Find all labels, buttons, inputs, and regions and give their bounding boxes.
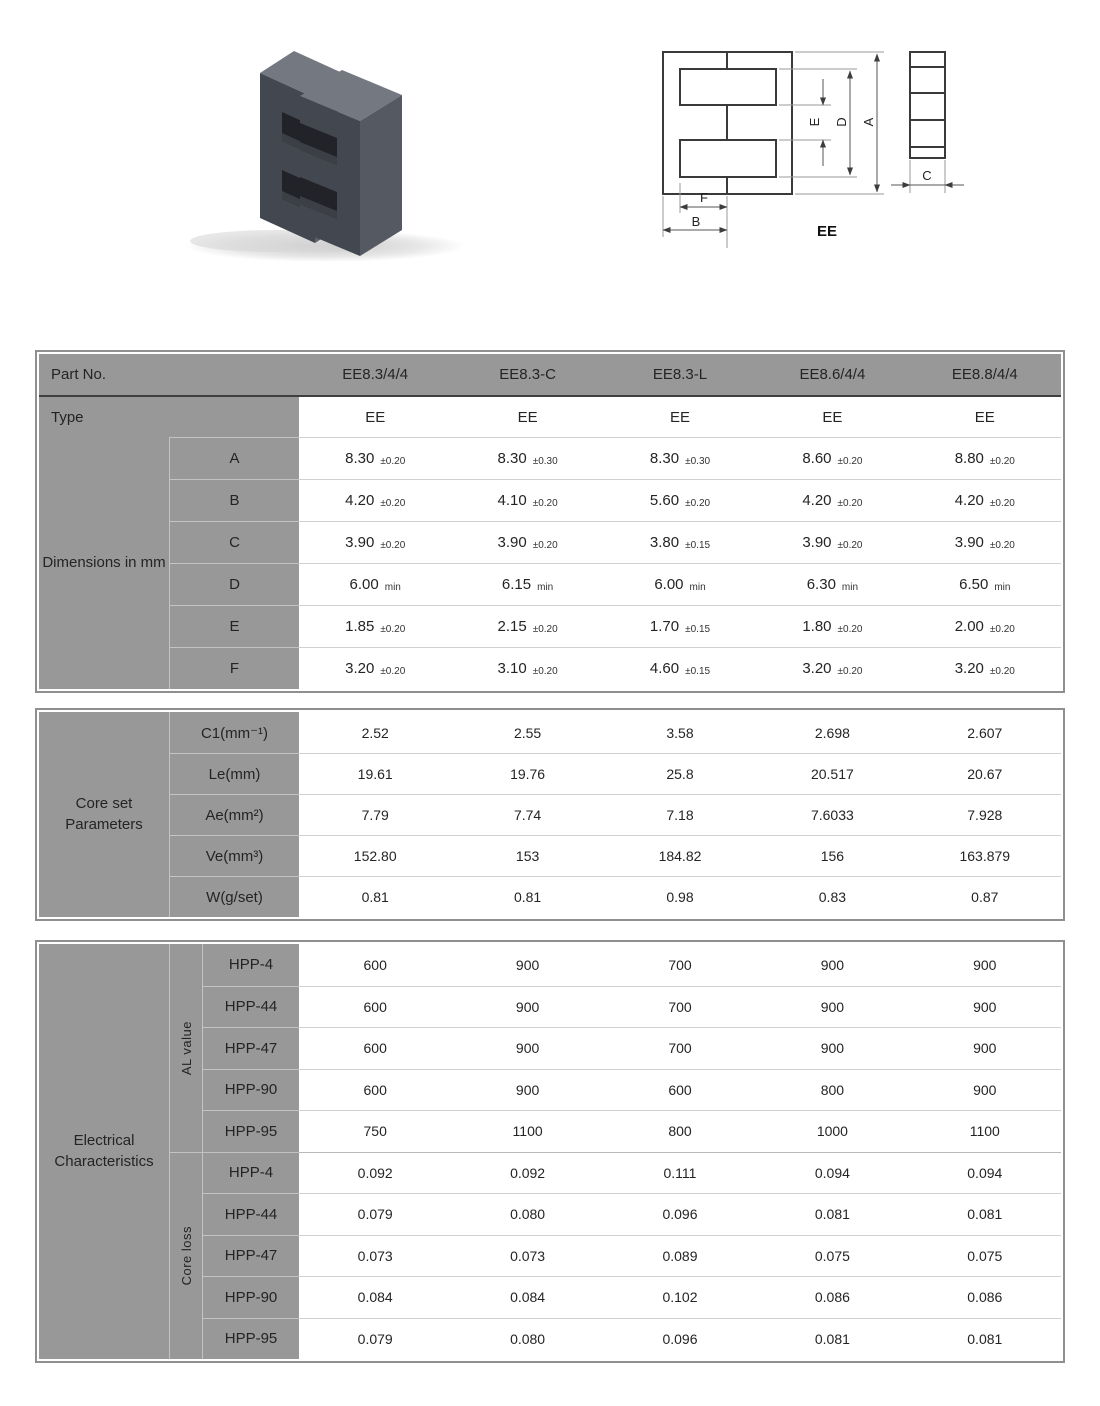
material-label: HPP-90 — [202, 1069, 299, 1111]
al-value: 700 — [604, 1027, 756, 1069]
dimension-value: 4.60 ±0.15 — [604, 647, 756, 689]
core-loss-value: 0.092 — [299, 1152, 451, 1194]
type-value: EE — [974, 408, 995, 426]
dimension-value: 4.10 ±0.20 — [451, 479, 603, 521]
parameter-value: 184.82 — [604, 835, 756, 876]
dimension-value: 6.00 min — [299, 563, 451, 605]
dimension-value: 8.60 ±0.20 — [756, 437, 908, 479]
parameter-value: 0.83 — [756, 876, 908, 917]
dimension-value: 8.30 ±0.30 — [604, 437, 756, 479]
material-label: HPP-47 — [202, 1027, 299, 1069]
core-set-group-label: Core set Parameters — [39, 712, 169, 917]
al-value: 800 — [604, 1110, 756, 1152]
side-view — [910, 52, 945, 158]
dimension-value: 3.90 ±0.20 — [451, 521, 603, 563]
parameter-value: 2.55 — [513, 724, 542, 741]
core-loss-value: 0.086 — [909, 1276, 1061, 1318]
al-value: 600 — [299, 1069, 451, 1111]
dimension-value: 3.90 ±0.20 — [909, 521, 1061, 563]
dimension-value: 3.90 ±0.20 — [756, 521, 908, 563]
core-loss-value: 0.081 — [756, 1318, 908, 1360]
parameter-value: 19.76 — [451, 753, 603, 794]
dim-label-a: A — [861, 117, 876, 127]
parameter-value: 153 — [451, 835, 603, 876]
al-value: 700 — [668, 956, 692, 973]
core-loss-value: 0.094 — [909, 1152, 1061, 1194]
dimension-value: 8.80 ±0.20 — [909, 437, 1061, 479]
core-loss-value: 0.092 — [451, 1152, 603, 1194]
parameter-label: Ae(mm²) — [169, 794, 299, 835]
al-value: 750 — [299, 1110, 451, 1152]
dimension-value: 3.10 ±0.20 — [451, 647, 603, 689]
dimensions-group-label: Dimensions in mm — [39, 437, 169, 689]
parameter-value: 7.74 — [451, 794, 603, 835]
electrical-group-label: Electrical Characteristics — [39, 944, 169, 1359]
parameter-label: Ve(mm³) — [169, 835, 299, 876]
core-loss-value: 0.102 — [604, 1276, 756, 1318]
column-header: EE8.6/4/4 — [756, 354, 908, 397]
parameter-value: 0.81 — [299, 876, 451, 917]
al-value: 900 — [451, 986, 603, 1028]
parameter-value: 7.79 — [299, 794, 451, 835]
parameter-value: 163.879 — [909, 835, 1061, 876]
core-loss-value: 0.111 — [604, 1152, 756, 1194]
core-loss-value: 0.081 — [909, 1318, 1061, 1360]
dimension-value: 1.70 ±0.15 — [604, 605, 756, 647]
right-e-core — [300, 70, 402, 256]
electrical-characteristics-table — [35, 940, 1065, 1363]
dim-label-d: D — [834, 117, 849, 127]
material-label: HPP-90 — [202, 1276, 299, 1318]
al-value: 1000 — [756, 1110, 908, 1152]
parameter-label: C1(mm⁻¹) — [169, 712, 299, 753]
al-value: 800 — [756, 1069, 908, 1111]
core-loss-value: 0.081 — [909, 1193, 1061, 1235]
dimension-value: 8.30 ±0.30 — [451, 437, 603, 479]
material-label: HPP-47 — [202, 1235, 299, 1277]
al-value: 1100 — [909, 1110, 1061, 1152]
dimension-value: 3.20 ±0.20 — [299, 647, 451, 689]
dimension-value: 2.15 ±0.20 — [451, 605, 603, 647]
front-view — [663, 52, 792, 194]
material-label: HPP-44 — [202, 1193, 299, 1235]
parameter-value: 20.67 — [909, 753, 1061, 794]
core-loss-value: 0.079 — [299, 1193, 451, 1235]
parameter-label: W(g/set) — [169, 876, 299, 917]
al-value: 600 — [604, 1069, 756, 1111]
parameter-value: 25.8 — [604, 753, 756, 794]
al-value: 900 — [909, 986, 1061, 1028]
ee-core-3d-render — [140, 18, 470, 268]
dimension-letter: C — [169, 521, 299, 563]
type-value: EE — [822, 408, 843, 426]
dimension-letter: D — [169, 563, 299, 605]
al-value: 600 — [299, 986, 451, 1028]
al-value: 900 — [973, 956, 997, 973]
type-value: EE — [517, 408, 538, 426]
dimension-value: 5.60 ±0.20 — [604, 479, 756, 521]
core-set-parameters-table — [35, 708, 1065, 921]
core-loss-value: 0.096 — [604, 1318, 756, 1360]
dimension-value: 1.85 ±0.20 — [299, 605, 451, 647]
type-value: EE — [365, 408, 386, 426]
parameter-value: 2.607 — [967, 724, 1003, 741]
part-no-header: Part No. — [39, 354, 299, 397]
core-loss-value: 0.084 — [451, 1276, 603, 1318]
dimension-letter: A — [169, 437, 299, 479]
al-value: 1100 — [451, 1110, 603, 1152]
dimension-value: 4.20 ±0.20 — [299, 479, 451, 521]
al-value: 900 — [909, 1069, 1061, 1111]
drawing-caption: EE — [816, 223, 838, 240]
ee-core-dimension-drawing — [610, 15, 990, 275]
core-loss-value: 0.086 — [756, 1276, 908, 1318]
material-label: HPP-95 — [202, 1318, 299, 1360]
core-loss-value: 0.081 — [756, 1193, 908, 1235]
parameter-value: 2.52 — [361, 724, 389, 741]
parameter-value: 3.58 — [666, 724, 694, 741]
dimension-value: 3.90 ±0.20 — [299, 521, 451, 563]
column-header: EE8.3/4/4 — [299, 354, 451, 397]
core-loss-value: 0.096 — [604, 1193, 756, 1235]
dimension-value: 6.30 min — [756, 563, 908, 605]
parameter-value: 2.698 — [814, 724, 850, 741]
column-header: EE8.3-C — [451, 354, 603, 397]
dimension-value: 6.50 min — [909, 563, 1061, 605]
parameter-value: 7.928 — [909, 794, 1061, 835]
al-value: 900 — [451, 1069, 603, 1111]
material-label: HPP-95 — [202, 1110, 299, 1152]
core-loss-value: 0.075 — [909, 1235, 1061, 1277]
dimension-letter: E — [169, 605, 299, 647]
core-loss-value: 0.075 — [756, 1235, 908, 1277]
material-label: HPP-4 — [202, 1152, 299, 1194]
dimension-value: 4.20 ±0.20 — [756, 479, 908, 521]
dimension-letter: F — [169, 647, 299, 689]
parameter-value: 7.6033 — [756, 794, 908, 835]
core-loss-value: 0.080 — [451, 1318, 603, 1360]
al-value: 600 — [299, 1027, 451, 1069]
core-loss-value: 0.094 — [756, 1152, 908, 1194]
column-header: EE8.8/4/4 — [909, 354, 1061, 397]
parameter-value: 0.98 — [604, 876, 756, 917]
type-value: EE — [669, 408, 690, 426]
core-loss-value: 0.073 — [451, 1235, 603, 1277]
core-loss-value: 0.073 — [299, 1235, 451, 1277]
parameter-value: 0.81 — [451, 876, 603, 917]
parameter-value: 156 — [756, 835, 908, 876]
parameter-value: 19.61 — [299, 753, 451, 794]
al-value: 900 — [756, 1027, 908, 1069]
dimensions-table — [35, 350, 1065, 693]
parameter-value: 152.80 — [299, 835, 451, 876]
al-value-group-label: AL value — [169, 944, 202, 1152]
al-value: 900 — [515, 956, 540, 973]
material-label: HPP-44 — [202, 986, 299, 1028]
parameter-value: 0.87 — [909, 876, 1061, 917]
dim-label-c: C — [922, 168, 932, 183]
dimension-value: 1.80 ±0.20 — [756, 605, 908, 647]
dimension-value: 3.20 ±0.20 — [909, 647, 1061, 689]
al-value: 900 — [451, 1027, 603, 1069]
core-loss-value: 0.079 — [299, 1318, 451, 1360]
al-value: 900 — [909, 1027, 1061, 1069]
al-value: 700 — [604, 986, 756, 1028]
type-row-label: Type — [39, 397, 299, 437]
dim-label-b: B — [691, 214, 701, 229]
dimension-value: 6.00 min — [604, 563, 756, 605]
dimension-value: 6.15 min — [451, 563, 603, 605]
core-loss-group-label: Core loss — [169, 1152, 202, 1360]
core-loss-value: 0.084 — [299, 1276, 451, 1318]
material-label: HPP-4 — [202, 944, 299, 986]
dim-label-e: E — [807, 117, 822, 127]
parameter-label: Le(mm) — [169, 753, 299, 794]
dimension-value: 2.00 ±0.20 — [909, 605, 1061, 647]
column-header: EE8.3-L — [604, 354, 756, 397]
dimension-value: 8.30 ±0.20 — [299, 437, 451, 479]
core-loss-value: 0.089 — [604, 1235, 756, 1277]
dimension-value: 3.20 ±0.20 — [756, 647, 908, 689]
dimension-value: 3.80 ±0.15 — [604, 521, 756, 563]
al-value: 900 — [756, 986, 908, 1028]
al-value: 900 — [820, 956, 845, 973]
al-value: 600 — [363, 956, 387, 973]
dimension-letter: B — [169, 479, 299, 521]
parameter-value: 7.18 — [604, 794, 756, 835]
core-loss-value: 0.080 — [451, 1193, 603, 1235]
dim-label-f: F — [700, 190, 708, 205]
parameter-value: 20.517 — [756, 753, 908, 794]
dimension-value: 4.20 ±0.20 — [909, 479, 1061, 521]
